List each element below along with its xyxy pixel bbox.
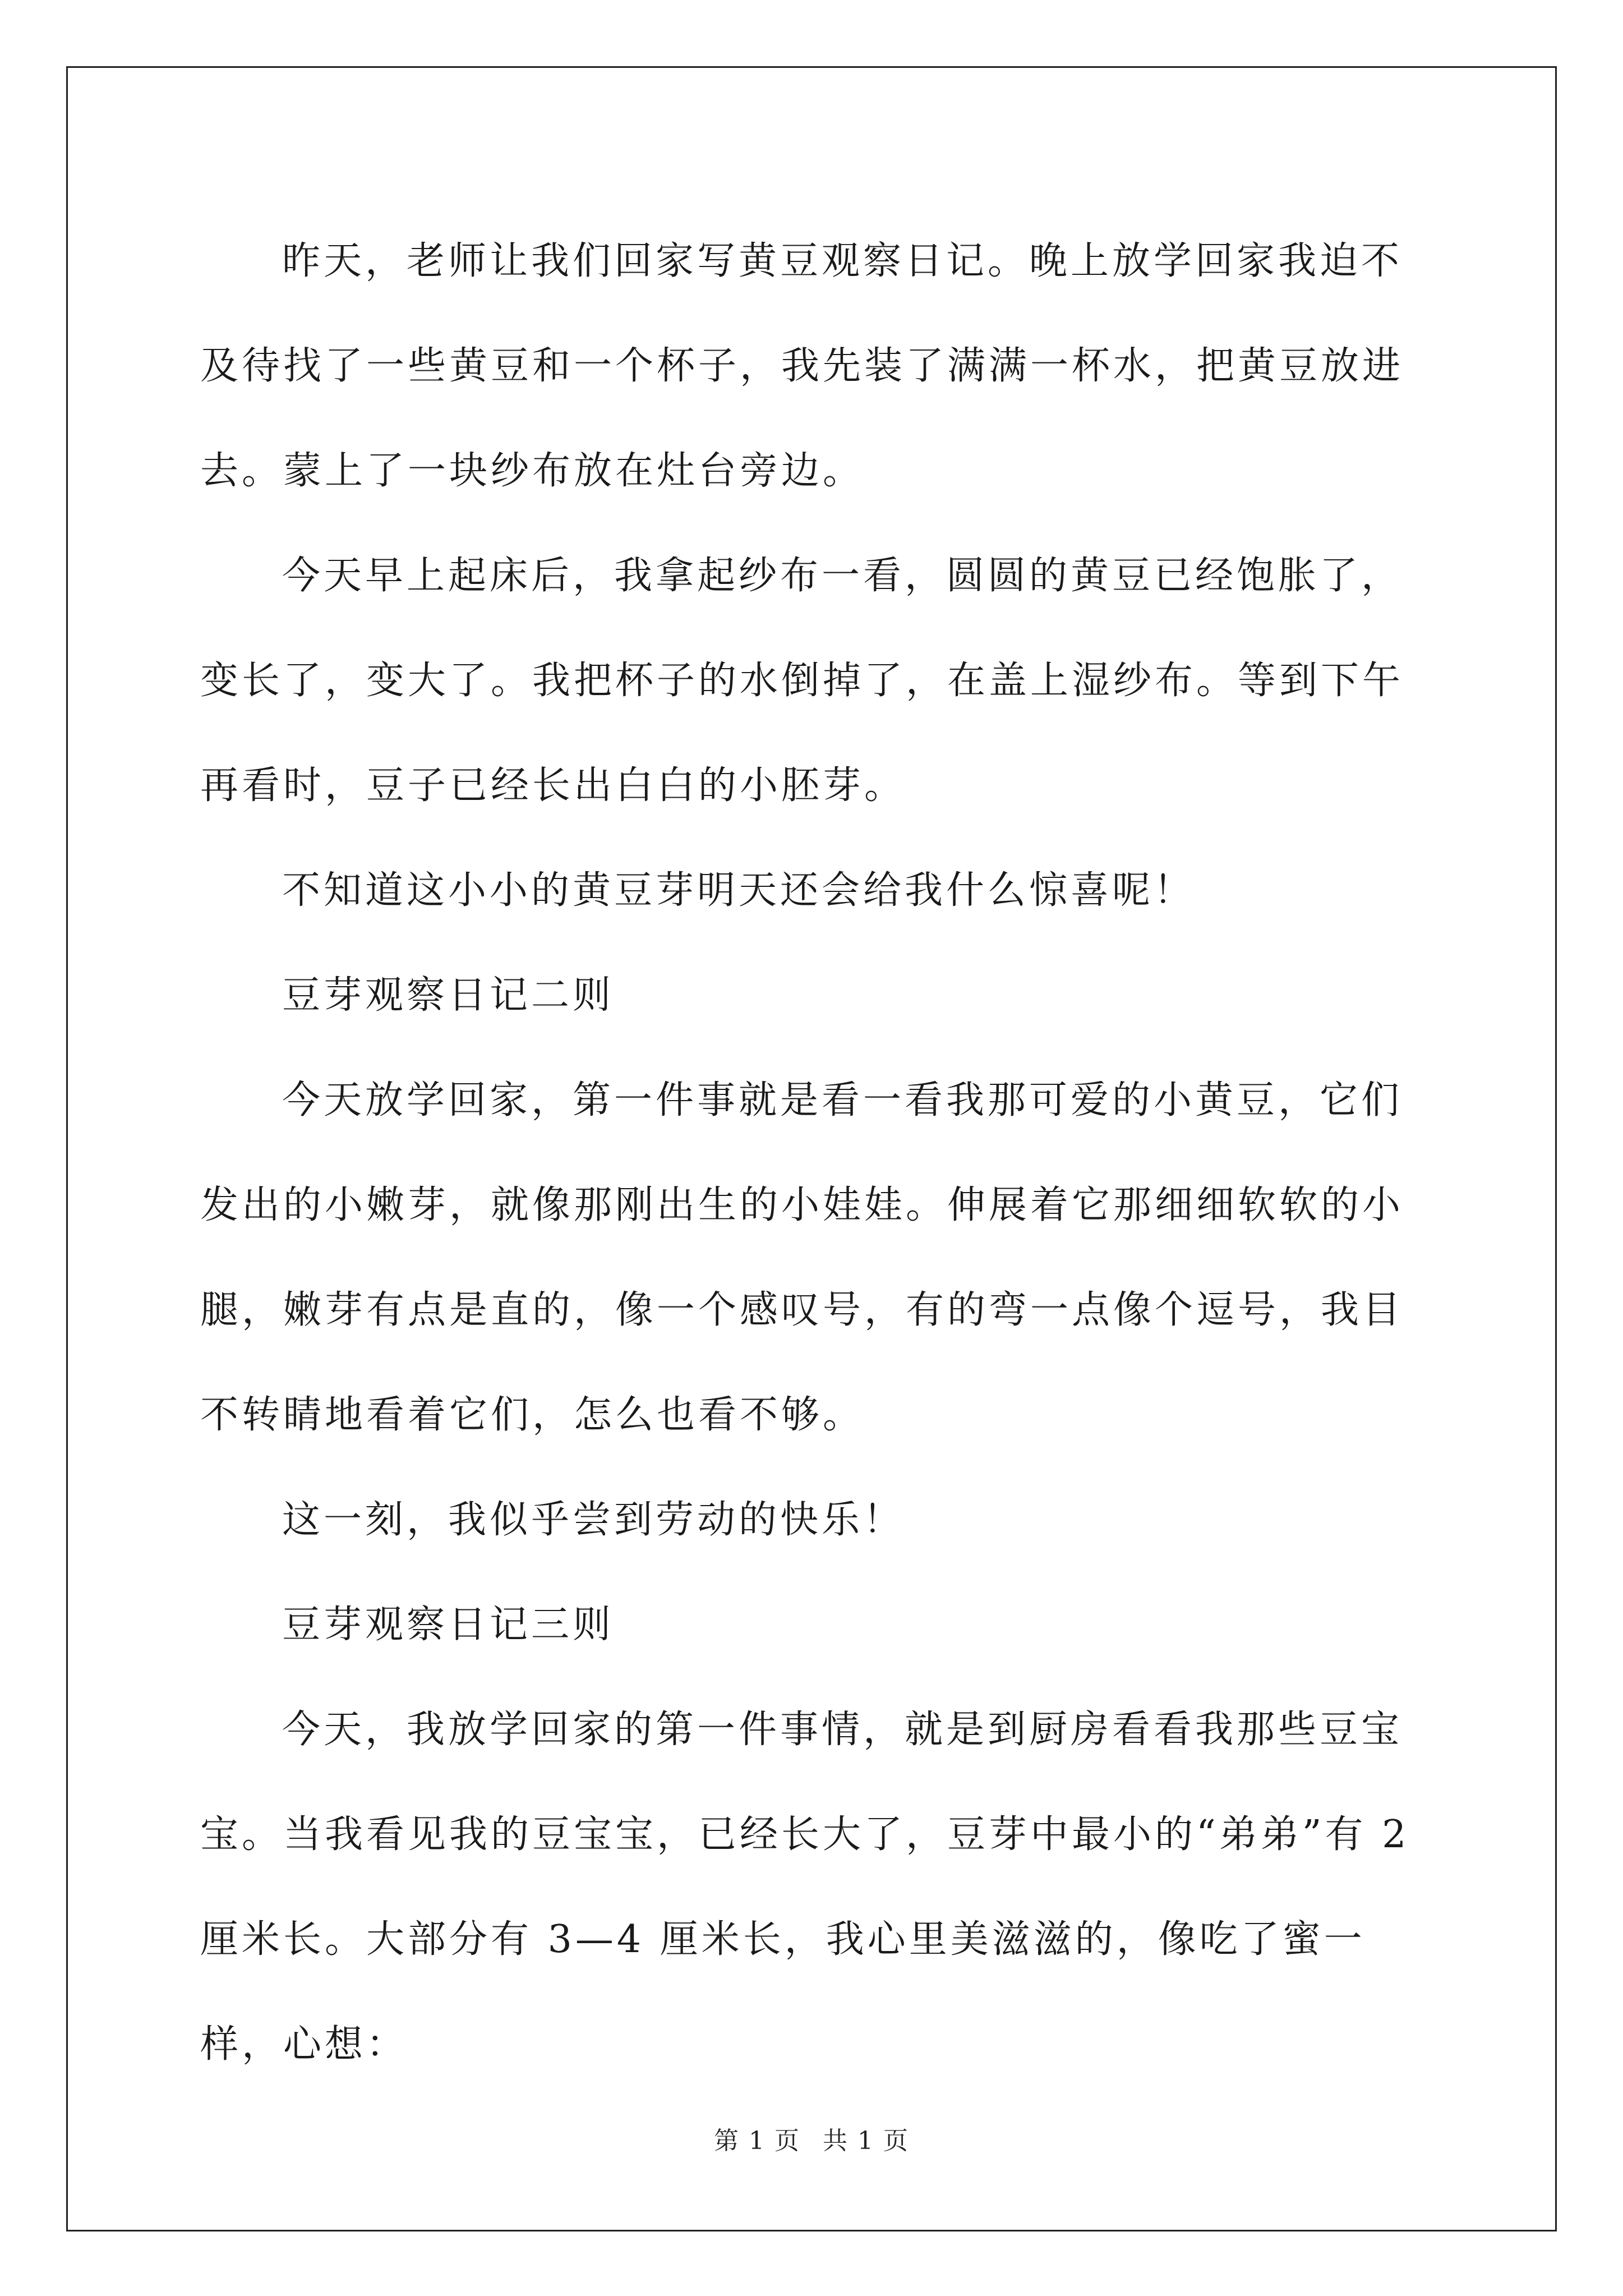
document-body: [200, 209, 1434, 2097]
paragraph-3: 不知道这小小的黄豆芽明天还会给我什么惊喜呢！: [282, 868, 1196, 913]
paragraph-2: 今天早上起床后，我拿起纱布一看，圆圆的黄豆已经饱胀了，变长了，变大了。我把杯子的水倒掉了，在盖上湿纱布。等到下午再看时，豆子已经长出白白的小胚芽。: [200, 554, 1404, 808]
section-heading-2: 豆芽观察日记二则: [282, 973, 615, 1018]
paragraph-6: 今天，我放学回家的第一件事情，就是到厨房看看我那些豆宝宝。当我看见我的豆宝宝，已经长大了，豆芽中最小的“弟弟”有 2 厘米长。大部分有 3—4 厘米长，我心里美滋滋的，像吃了蜜一样，心想：: [200, 1708, 1410, 2067]
paragraph-1: 昨天，老师让我们回家写黄豆观察日记。晚上放学回家我迫不及待找了一些黄豆和一个杯子，我先装了满满一杯水，把黄豆放进去。蒙上了一块纱布放在灶台旁边。: [200, 239, 1404, 493]
page-number-total: 共 1 页: [823, 2127, 909, 2155]
paragraph-4: 今天放学回家，第一件事就是看一看我那可爱的小黄豆，它们发出的小嫩芽，就像那刚出生的小娃娃。伸展着它那细细软软的小腿，嫩芽有点是直的，像一个感叹号，有的弯一点像个逗号，我目不转睛地看着它们，怎么也看不够。: [200, 1078, 1404, 1437]
page-number-current: 第 1 页: [714, 2127, 800, 2155]
page-footer: [0, 2120, 1623, 2156]
section-heading-3: 豆芽观察日记三则: [282, 1603, 615, 1647]
paragraph-5: 这一刻，我似乎尝到劳动的快乐！: [282, 1498, 905, 1542]
